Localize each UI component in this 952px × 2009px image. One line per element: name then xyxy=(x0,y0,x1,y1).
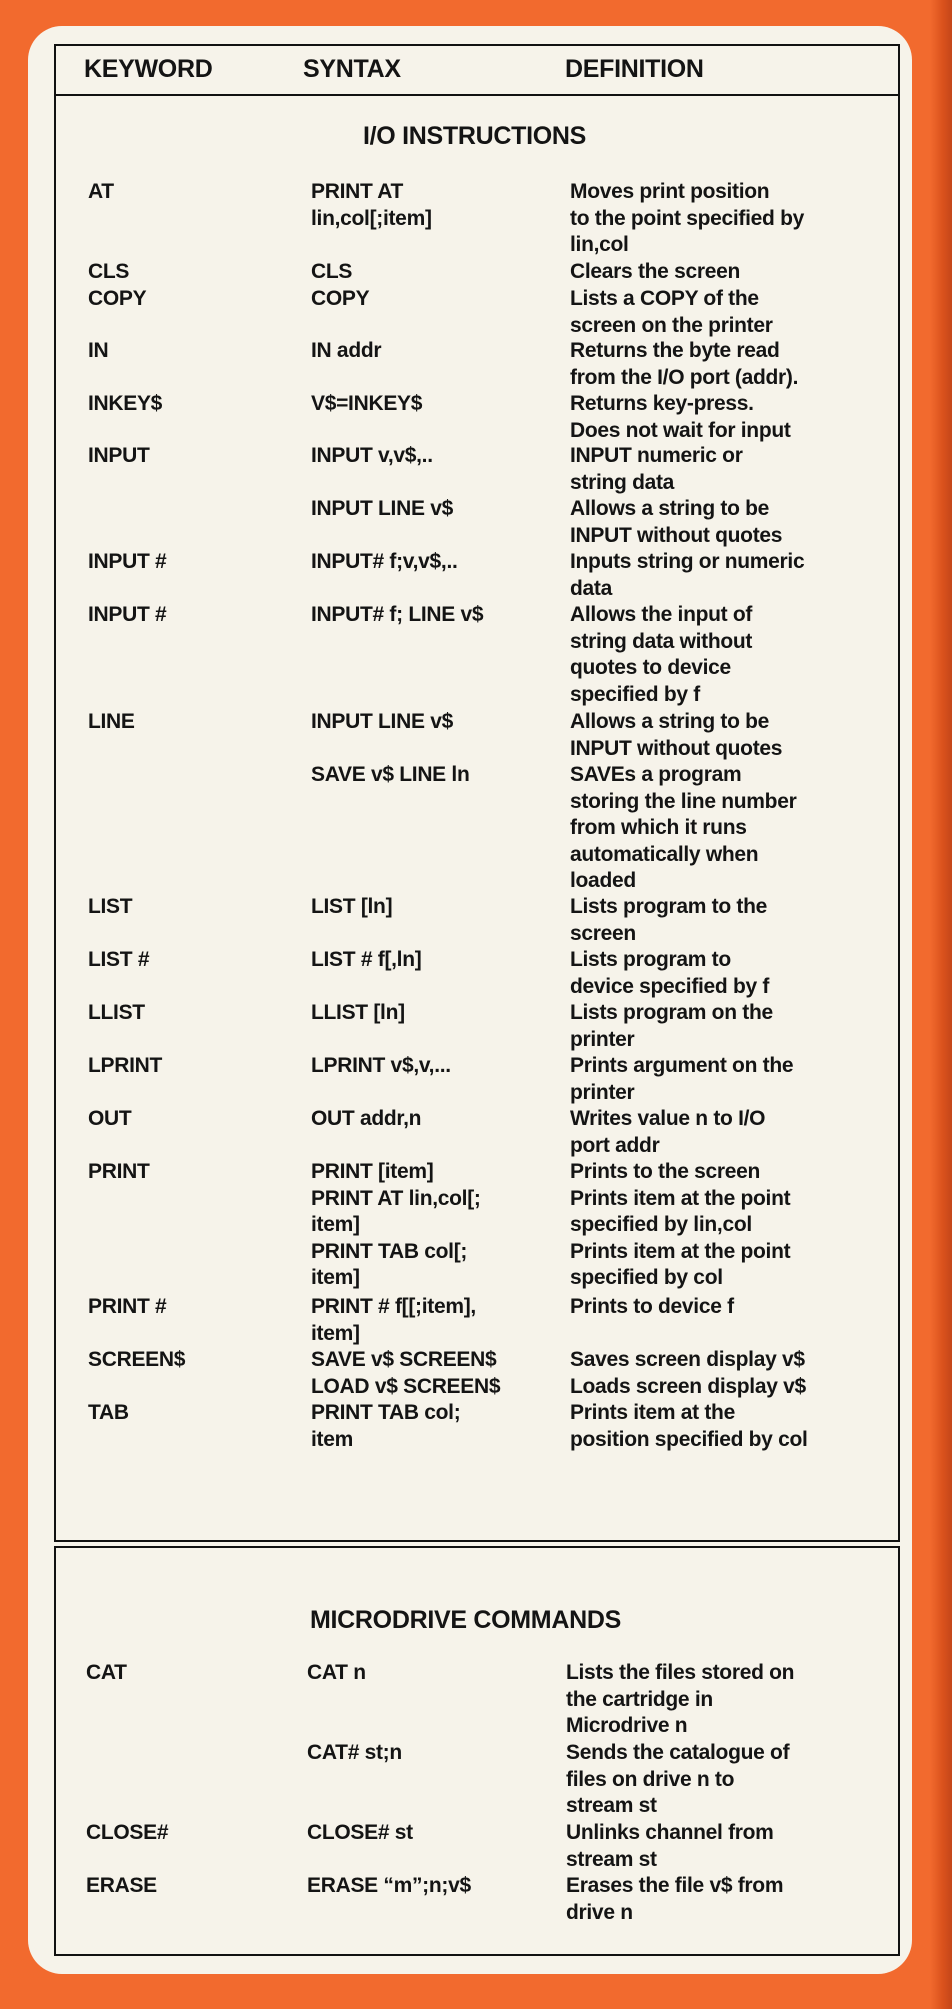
definition-cell: Prints to the screen Prints item at the point specified by lin,col Prints item at the point specified by col xyxy=(570,1160,791,1289)
keyword-cell: CAT xyxy=(86,1661,127,1684)
keyword-cell: INPUT xyxy=(88,444,150,467)
definition-cell: Sends the catalogue of files on drive n to stream st xyxy=(566,1741,790,1817)
definition-cell: Allows the input of string data without quotes to device specified by f xyxy=(570,603,753,706)
syntax-cell: PRINT TAB col; item xyxy=(311,1401,461,1451)
section-title-microdrive: MICRODRIVE COMMANDS xyxy=(310,1606,621,1634)
keyword-cell: PRINT # xyxy=(88,1295,167,1318)
syntax-cell: COPY xyxy=(311,287,370,310)
definition-cell: Inputs string or numeric data xyxy=(570,550,805,600)
definition-cell: Allows a string to be INPUT without quotes xyxy=(570,497,783,547)
syntax-cell: LPRINT v$,v,... xyxy=(311,1054,451,1077)
syntax-cell: CAT# st;n xyxy=(307,1741,402,1764)
keyword-cell: INKEY$ xyxy=(88,392,163,415)
header-syntax: SYNTAX xyxy=(303,55,401,83)
syntax-cell: IN addr xyxy=(311,339,382,362)
definition-cell: Prints item at the position specified by col xyxy=(570,1401,808,1451)
definition-cell: Allows a string to be INPUT without quotes xyxy=(570,710,783,760)
definition-cell: Writes value n to I/O port addr xyxy=(570,1107,766,1157)
definition-cell: Returns key-press. Does not wait for input xyxy=(570,392,791,442)
syntax-cell: INPUT LINE v$ xyxy=(311,497,453,520)
syntax-cell: SAVE v$ SCREEN$ LOAD v$ SCREEN$ xyxy=(311,1348,501,1398)
syntax-cell: PRINT AT lin,col[;item] xyxy=(311,180,432,230)
syntax-cell: INPUT v,v$,.. xyxy=(311,444,433,467)
syntax-cell: SAVE v$ LINE ln xyxy=(311,763,470,786)
keyword-cell: COPY xyxy=(88,287,147,310)
header-definition: DEFINITION xyxy=(565,55,704,83)
keyword-cell: LLIST xyxy=(88,1001,145,1024)
keyword-cell: INPUT # xyxy=(88,550,167,573)
keyword-cell: LPRINT xyxy=(88,1054,163,1077)
keyword-cell: LIST xyxy=(88,895,133,918)
definition-cell: Prints to device f xyxy=(570,1295,734,1318)
syntax-cell: PRINT [item] PRINT AT lin,col[; item] PRINT TAB col[; item] xyxy=(311,1160,481,1289)
syntax-cell: CLOSE# st xyxy=(307,1821,413,1844)
definition-cell: Erases the file v$ from drive n xyxy=(566,1874,784,1924)
definition-cell: Lists the files stored on the cartridge in Microdrive n xyxy=(566,1661,795,1737)
definition-cell: Moves print position to the point specified by lin,col xyxy=(570,180,805,256)
syntax-cell: CLS xyxy=(311,260,353,283)
syntax-cell: CAT n xyxy=(307,1661,366,1684)
definition-cell: Lists program to the screen xyxy=(570,895,768,945)
keyword-cell: ERASE xyxy=(86,1874,157,1897)
syntax-cell: PRINT # f[[;item], item] xyxy=(311,1295,476,1345)
definition-cell: Prints argument on the printer xyxy=(570,1054,794,1104)
keyword-cell: CLOSE# xyxy=(86,1821,169,1844)
keyword-cell: INPUT # xyxy=(88,603,167,626)
syntax-cell: INPUT LINE v$ xyxy=(311,710,453,733)
keyword-cell: AT xyxy=(88,180,114,203)
definition-cell: Lists a COPY of the screen on the printer xyxy=(570,287,773,337)
syntax-cell: V$=INKEY$ xyxy=(311,392,423,415)
syntax-cell: LLIST [ln] xyxy=(311,1001,405,1024)
syntax-cell: LIST # f[,ln] xyxy=(311,948,422,971)
definition-cell: Clears the screen xyxy=(570,260,740,283)
keyword-cell: LINE xyxy=(88,710,135,733)
keyword-cell: CLS xyxy=(88,260,130,283)
card-edge xyxy=(930,0,952,2009)
header-keyword: KEYWORD xyxy=(84,55,213,83)
section-title-io: I/O INSTRUCTIONS xyxy=(363,122,586,150)
definition-cell: Saves screen display v$ Loads screen display v$ xyxy=(570,1348,806,1398)
definition-cell: Returns the byte read from the I/O port (addr). xyxy=(570,339,799,389)
syntax-cell: OUT addr,n xyxy=(311,1107,422,1130)
definition-cell: Lists program on the printer xyxy=(570,1001,773,1051)
definition-cell: Lists program to device specified by f xyxy=(570,948,770,998)
keyword-cell: TAB xyxy=(88,1401,129,1424)
syntax-cell: INPUT# f; LINE v$ xyxy=(311,603,484,626)
syntax-cell: INPUT# f;v,v$,.. xyxy=(311,550,458,573)
keyword-cell: PRINT xyxy=(88,1160,150,1183)
header-divider xyxy=(54,94,900,96)
keyword-cell: LIST # xyxy=(88,948,150,971)
syntax-cell: LIST [ln] xyxy=(311,895,393,918)
definition-cell: Unlinks channel from stream st xyxy=(566,1821,774,1871)
keyword-cell: OUT xyxy=(88,1107,132,1130)
keyword-cell: IN xyxy=(88,339,109,362)
syntax-cell: ERASE “m”;n;v$ xyxy=(307,1874,471,1897)
definition-cell: SAVEs a program storing the line number from which it runs automatically when loaded xyxy=(570,763,797,892)
keyword-cell: SCREEN$ xyxy=(88,1348,186,1371)
definition-cell: INPUT numeric or string data xyxy=(570,444,743,494)
